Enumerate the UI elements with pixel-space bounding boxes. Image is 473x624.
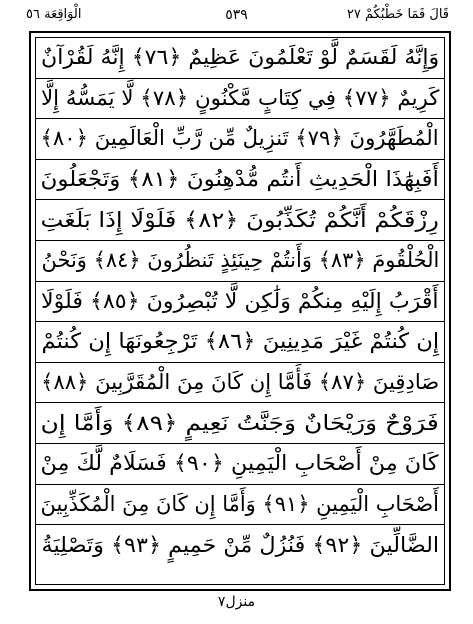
line-text: أَفَبِهَٰذَا الْحَدِيثِ أَنتُم مُّدْهِنُونَ ﴿٨١﴾ وَتَجْعَلُونَ (40, 167, 440, 192)
page-number: ٥٣٩ (225, 7, 248, 23)
text-line (36, 79, 444, 120)
text-line (36, 241, 444, 282)
line-text: الْمُطَهَّرُونَ ﴿٧٩﴾ تَنزِيلٌ مِّن رَّبِّ الْعَالَمِينَ ﴿٨٠﴾ (40, 126, 440, 151)
text-frame (29, 31, 451, 591)
text-line (36, 119, 444, 160)
line-text: أَصْحَابِ الْيَمِينِ ﴿٩١﴾ وَأَمَّا إِن كَانَ مِنَ الْمُكَذِّبِينَ (40, 491, 440, 516)
text-line (36, 403, 444, 444)
text-line (36, 200, 444, 241)
line-text: صَادِقِينَ ﴿٨٧﴾ فَأَمَّا إِن كَانَ مِنَ الْمُقَرَّبِينَ ﴿٨٨﴾ (40, 370, 440, 395)
text-line (36, 322, 444, 363)
line-text: أَقْرَبُ إِلَيْهِ مِنكُمْ وَلَٰكِن لَّا تُبْصِرُونَ ﴿٨٥﴾ فَلَوْلَا (41, 288, 439, 313)
line-text: كَانَ مِنْ أَصْحَابِ الْيَمِينِ ﴿٩٠﴾ فَسَلَامٌ لَّكَ مِنْ (40, 451, 440, 476)
page-header (0, 0, 473, 32)
text-line (36, 363, 444, 404)
text-line (36, 525, 444, 566)
text-line (36, 485, 444, 526)
text-lines (35, 37, 445, 585)
juz-title: قَالَ فَمَا خَطْبُكُمْ ٢٧ (346, 7, 449, 22)
line-text: الْحُلْقُومَ ﴿٨٣﴾ وَأَنتُمْ حِينَئِذٍ تَنظُرُونَ ﴿٨٤﴾ وَنَحْنُ (41, 248, 439, 273)
text-line (36, 282, 444, 323)
text-line (36, 160, 444, 201)
text-line (36, 444, 444, 485)
text-line (36, 38, 444, 79)
line-text: رِزْقَكُمْ أَنَّكُمْ تُكَذِّبُونَ ﴿٨٢﴾ فَلَوْلَا إِذَا بَلَغَتِ (40, 207, 440, 232)
line-text: الضَّالِّينَ ﴿٩٢﴾ فَنُزُلٌ مِّنْ حَمِيمٍ ﴿٩٣﴾ وَتَصْلِيَةُ (41, 532, 439, 557)
surah-title: الْوَاقِعَة ٥٦ (26, 7, 82, 22)
line-text: كَرِيمٌ ﴿٧٧﴾ فِي كِتَابٍ مَّكْنُونٍ ﴿٧٨﴾ لَّا يَمَسُّهُ إِلَّا (40, 85, 440, 110)
line-text: فَرَوْحٌ وَرَيْحَانٌ وَجَنَّتُ نَعِيمٍ ﴿٨٩﴾ وَأَمَّا إِن (40, 410, 440, 435)
line-text: وَإِنَّهُ لَقَسَمٌ لَّوْ تَعْلَمُونَ عَظِيمٌ ﴿٧٦﴾ إِنَّهُ لَقُرْآنٌ (40, 45, 440, 70)
line-text: إِن كُنتُمْ غَيْرَ مَدِينِينَ ﴿٨٦﴾ تَرْجِعُونَهَا إِن كُنتُمْ (41, 329, 439, 354)
manzil-label: منزل٧ (217, 594, 256, 610)
